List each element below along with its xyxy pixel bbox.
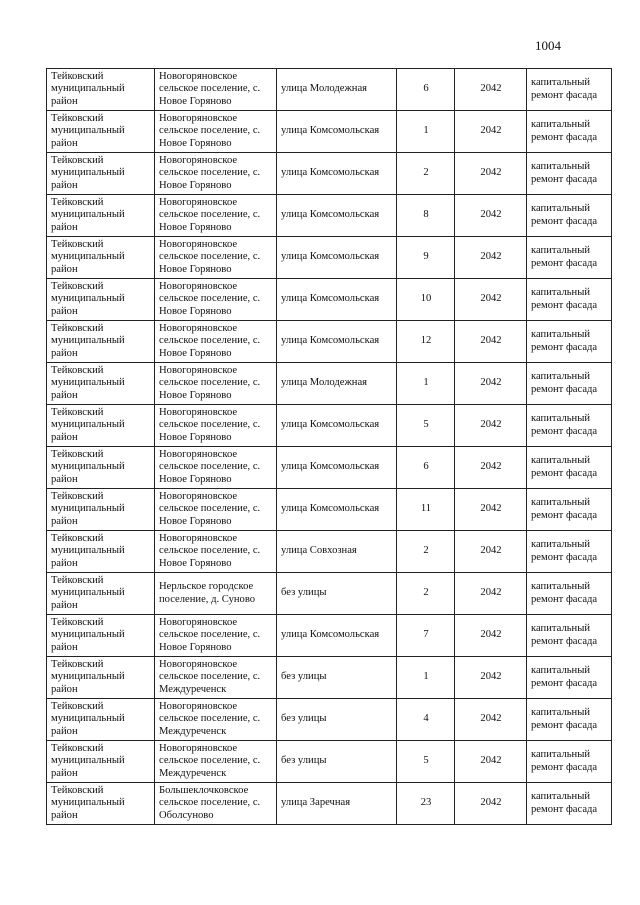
work-type-cell: капитальный ремонт фасада — [527, 321, 612, 363]
house-number-cell: 1 — [397, 111, 455, 153]
district-cell: Тейковский муниципальный район — [47, 237, 155, 279]
settlement-cell: Новогоряновское сельское поселение, с. Междуреченск — [155, 657, 277, 699]
settlement-cell: Нерльское городское поселение, д. Суново — [155, 573, 277, 615]
work-type-cell: капитальный ремонт фасада — [527, 153, 612, 195]
district-cell: Тейковский муниципальный район — [47, 741, 155, 783]
year-cell: 2042 — [455, 69, 527, 111]
district-cell: Тейковский муниципальный район — [47, 405, 155, 447]
house-number-cell: 11 — [397, 489, 455, 531]
table-row — [47, 153, 612, 195]
year-cell: 2042 — [455, 279, 527, 321]
table-row — [47, 657, 612, 699]
settlement-cell: Новогоряновское сельское поселение, с. Новое Горяново — [155, 531, 277, 573]
street-cell: без улицы — [277, 657, 397, 699]
street-cell: улица Комсомольская — [277, 405, 397, 447]
table-body — [47, 69, 612, 825]
settlement-cell: Новогоряновское сельское поселение, с. Новое Горяново — [155, 279, 277, 321]
table-row — [47, 447, 612, 489]
street-cell: улица Заречная — [277, 783, 397, 825]
street-cell: улица Комсомольская — [277, 321, 397, 363]
house-number-cell: 9 — [397, 237, 455, 279]
district-cell: Тейковский муниципальный район — [47, 573, 155, 615]
district-cell: Тейковский муниципальный район — [47, 321, 155, 363]
street-cell: улица Молодежная — [277, 363, 397, 405]
work-type-cell: капитальный ремонт фасада — [527, 279, 612, 321]
district-cell: Тейковский муниципальный район — [47, 783, 155, 825]
district-cell: Тейковский муниципальный район — [47, 279, 155, 321]
table-row — [47, 363, 612, 405]
year-cell: 2042 — [455, 447, 527, 489]
street-cell: улица Молодежная — [277, 69, 397, 111]
table-row — [47, 237, 612, 279]
district-cell: Тейковский муниципальный район — [47, 195, 155, 237]
year-cell: 2042 — [455, 405, 527, 447]
settlement-cell: Новогоряновское сельское поселение, с. Новое Горяново — [155, 363, 277, 405]
house-number-cell: 7 — [397, 615, 455, 657]
work-type-cell: капитальный ремонт фасада — [527, 699, 612, 741]
work-type-cell: капитальный ремонт фасада — [527, 531, 612, 573]
table-row — [47, 111, 612, 153]
street-cell: улица Комсомольская — [277, 447, 397, 489]
house-number-cell: 23 — [397, 783, 455, 825]
house-number-cell: 8 — [397, 195, 455, 237]
house-number-cell: 2 — [397, 531, 455, 573]
table-row — [47, 531, 612, 573]
year-cell: 2042 — [455, 699, 527, 741]
work-type-cell: капитальный ремонт фасада — [527, 657, 612, 699]
house-number-cell: 6 — [397, 447, 455, 489]
table-row — [47, 573, 612, 615]
table-row — [47, 195, 612, 237]
house-number-cell: 1 — [397, 363, 455, 405]
work-type-cell: капитальный ремонт фасада — [527, 615, 612, 657]
year-cell: 2042 — [455, 195, 527, 237]
settlement-cell: Новогоряновское сельское поселение, с. Новое Горяново — [155, 405, 277, 447]
house-number-cell: 5 — [397, 405, 455, 447]
district-cell: Тейковский муниципальный район — [47, 447, 155, 489]
settlement-cell: Новогоряновское сельское поселение, с. Новое Горяново — [155, 237, 277, 279]
district-cell: Тейковский муниципальный район — [47, 489, 155, 531]
district-cell: Тейковский муниципальный район — [47, 657, 155, 699]
work-type-cell: капитальный ремонт фасада — [527, 405, 612, 447]
work-type-cell: капитальный ремонт фасада — [527, 111, 612, 153]
year-cell: 2042 — [455, 741, 527, 783]
work-type-cell: капитальный ремонт фасада — [527, 69, 612, 111]
year-cell: 2042 — [455, 531, 527, 573]
table-row — [47, 783, 612, 825]
settlement-cell: Новогоряновское сельское поселение, с. Новое Горяново — [155, 615, 277, 657]
work-type-cell: капитальный ремонт фасада — [527, 741, 612, 783]
district-cell: Тейковский муниципальный район — [47, 699, 155, 741]
district-cell: Тейковский муниципальный район — [47, 615, 155, 657]
work-type-cell: капитальный ремонт фасада — [527, 363, 612, 405]
work-type-cell: капитальный ремонт фасада — [527, 447, 612, 489]
street-cell: без улицы — [277, 573, 397, 615]
district-cell: Тейковский муниципальный район — [47, 363, 155, 405]
table-row — [47, 405, 612, 447]
settlement-cell: Новогоряновское сельское поселение, с. Новое Горяново — [155, 153, 277, 195]
street-cell: улица Комсомольская — [277, 153, 397, 195]
year-cell: 2042 — [455, 321, 527, 363]
house-number-cell: 5 — [397, 741, 455, 783]
work-type-cell: капитальный ремонт фасада — [527, 783, 612, 825]
settlement-cell: Большеклочковское сельское поселение, с. Оболсуново — [155, 783, 277, 825]
year-cell: 2042 — [455, 783, 527, 825]
year-cell: 2042 — [455, 657, 527, 699]
settlement-cell: Новогоряновское сельское поселение, с. Новое Горяново — [155, 195, 277, 237]
work-type-cell: капитальный ремонт фасада — [527, 237, 612, 279]
street-cell: улица Комсомольская — [277, 111, 397, 153]
page-number: 1004 — [535, 38, 561, 53]
street-cell: улица Комсомольская — [277, 615, 397, 657]
settlement-cell: Новогоряновское сельское поселение, с. Междуреченск — [155, 699, 277, 741]
work-type-cell: капитальный ремонт фасада — [527, 195, 612, 237]
street-cell: улица Комсомольская — [277, 195, 397, 237]
settlement-cell: Новогоряновское сельское поселение, с. Новое Горяново — [155, 111, 277, 153]
street-cell: улица Совхозная — [277, 531, 397, 573]
year-cell: 2042 — [455, 363, 527, 405]
year-cell: 2042 — [455, 237, 527, 279]
house-number-cell: 1 — [397, 657, 455, 699]
year-cell: 2042 — [455, 489, 527, 531]
work-type-cell: капитальный ремонт фасада — [527, 573, 612, 615]
district-cell: Тейковский муниципальный район — [47, 111, 155, 153]
house-number-cell: 4 — [397, 699, 455, 741]
table-row — [47, 741, 612, 783]
house-number-cell: 12 — [397, 321, 455, 363]
street-cell: улица Комсомольская — [277, 279, 397, 321]
house-number-cell: 2 — [397, 153, 455, 195]
settlement-cell: Новогоряновское сельское поселение, с. Новое Горяново — [155, 321, 277, 363]
settlement-cell: Новогоряновское сельское поселение, с. Междуреченск — [155, 741, 277, 783]
house-number-cell: 2 — [397, 573, 455, 615]
settlement-cell: Новогоряновское сельское поселение, с. Новое Горяново — [155, 447, 277, 489]
housing-repair-table — [46, 68, 612, 825]
district-cell: Тейковский муниципальный район — [47, 531, 155, 573]
year-cell: 2042 — [455, 111, 527, 153]
settlement-cell: Новогоряновское сельское поселение, с. Новое Горяново — [155, 489, 277, 531]
table-row — [47, 489, 612, 531]
settlement-cell: Новогоряновское сельское поселение, с. Новое Горяново — [155, 69, 277, 111]
street-cell: без улицы — [277, 699, 397, 741]
district-cell: Тейковский муниципальный район — [47, 69, 155, 111]
year-cell: 2042 — [455, 573, 527, 615]
district-cell: Тейковский муниципальный район — [47, 153, 155, 195]
table-row — [47, 615, 612, 657]
table-row — [47, 279, 612, 321]
street-cell: без улицы — [277, 741, 397, 783]
year-cell: 2042 — [455, 153, 527, 195]
street-cell: улица Комсомольская — [277, 237, 397, 279]
table-row — [47, 321, 612, 363]
work-type-cell: капитальный ремонт фасада — [527, 489, 612, 531]
house-number-cell: 6 — [397, 69, 455, 111]
house-number-cell: 10 — [397, 279, 455, 321]
table-row — [47, 699, 612, 741]
street-cell: улица Комсомольская — [277, 489, 397, 531]
table-row — [47, 69, 612, 111]
year-cell: 2042 — [455, 615, 527, 657]
